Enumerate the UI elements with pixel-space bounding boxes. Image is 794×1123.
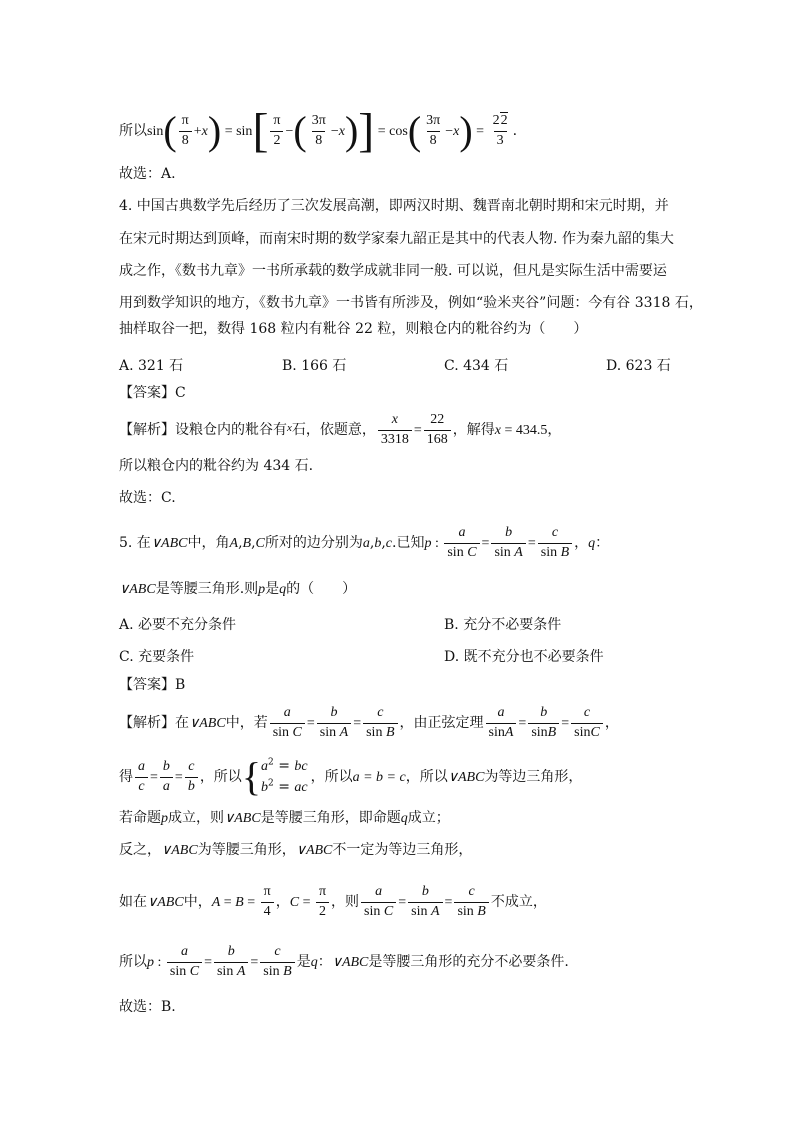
q4-explanation-line2: 所以粮仓内的粃谷约为 434 石. bbox=[119, 458, 314, 474]
text: ，解得 bbox=[452, 422, 495, 439]
text: ， bbox=[547, 422, 562, 439]
q4-option-b: B. 166 石 bbox=[282, 358, 347, 374]
text: 【解析】在 bbox=[119, 715, 189, 732]
q5-explanation-line3: 若命题p成立，则∨ABC是等腰三角形，即命题q成立； bbox=[119, 810, 450, 826]
q4-explanation-line1: 【解析】设粮仓内的粃谷有$^x$石，依题意， $\frac{x}{3318}$ = $\frac{22}{168}$ ，解得x = 434.5， bbox=[119, 412, 562, 447]
q5-line1: 5. 在∨ABC中，角A,B,C所对的边分别为a,b,c.已知p : $\frac{a}{\text{sin C}}$ = $\frac{b}{\text{sin A}}$ = $\frac{c}{\text{sin B}}$ ，q： bbox=[119, 525, 610, 560]
q5-choose: 故选：B. bbox=[119, 999, 176, 1015]
q5-option-a: A. 必要不充分条件 bbox=[119, 617, 237, 633]
q4-line3: 成之作，《数书九章》一书所承载的数学成就非同一般. 可以说，但凡是实际生活中需要运 bbox=[119, 263, 667, 279]
text: 反之， bbox=[119, 842, 161, 858]
q5-explanation-line6: 所以p : $\frac{a}{\text{sin C}}$ = $\frac{b}{\text{sin A}}$ = $\frac{c}{\text{sin B}}$ 是q：∨ABC是等腰三角形的充分不必要条件. bbox=[119, 944, 569, 979]
q5-answer: 【答案】B bbox=[119, 677, 186, 693]
text: .已知 bbox=[392, 535, 425, 552]
q4-option-c: C. 434 石 bbox=[444, 358, 509, 374]
text: 中，若 bbox=[225, 715, 268, 732]
text: ，所以 bbox=[405, 769, 448, 785]
text: ， bbox=[275, 894, 290, 911]
text: ，由正弦定理 bbox=[399, 715, 484, 732]
q5-explanation-line4: 反之，∨ABC为等腰三角形，∨ABC不一定为等边三角形， bbox=[119, 842, 473, 858]
q5-explanation-line1: 【解析】在∨ABC中，若 $\frac{a}{\text{sin C}}$ = $\frac{b}{\text{sin A}}$ = $\frac{c}{\text{sin B}}$ ，由正弦定理 $\frac{a}{\sin A}$ = $\frac{b}{\sin B}$ = $\frac{c}{\sin C}$ ， bbox=[119, 705, 619, 740]
text: 【解析】设粮仓内的粃谷有 bbox=[119, 422, 287, 439]
text: 是等腰三角形，即命题 bbox=[260, 810, 401, 826]
text: ： bbox=[317, 954, 332, 971]
text: 得 bbox=[119, 769, 133, 785]
text: 所对的边分别为 bbox=[264, 535, 363, 552]
q4-choose: 故选：C. bbox=[119, 490, 176, 506]
text: 所以 bbox=[119, 954, 147, 971]
text: 不一定为等边三角形， bbox=[332, 842, 473, 858]
q5-explanation-line2: 得 $\frac{a}{c}$ = $\frac{b}{a}$ = $\frac{c}{b}$ ，所以{ $a^2$ = bc $b^2$ = ac ，所以a = b = c，所以∨ABC为等边三角形， bbox=[119, 754, 583, 799]
q4-line4: 用到数学知识的地方，《数书九章》一书皆有所涉及，例如“验米夹谷”问题：今有谷 3318 石， bbox=[119, 295, 703, 311]
text: 若命题 bbox=[119, 810, 161, 826]
text: 如在 bbox=[119, 894, 147, 911]
text: ： bbox=[595, 535, 610, 552]
text: 是等腰三角形.则 bbox=[155, 581, 259, 597]
q5-option-c: C. 充要条件 bbox=[119, 649, 195, 665]
q4-line5: 抽样取谷一把，数得 168 粒内有粃谷 22 粒，则粮仓内的粃谷约为（ ） bbox=[119, 321, 588, 337]
text: ， bbox=[574, 535, 589, 552]
q4-option-a: A. 321 石 bbox=[119, 358, 184, 374]
text: 石，依题意， bbox=[291, 422, 376, 439]
text: 5. 在 bbox=[119, 535, 151, 552]
text: 不成立， bbox=[490, 894, 547, 911]
q5-line2: ∨ABC是等腰三角形.则p是q的（ ） bbox=[119, 581, 357, 597]
text: 是等腰三角形的充分不必要条件. bbox=[368, 954, 569, 971]
text: . bbox=[512, 123, 518, 139]
q5-option-b: B. 充分不必要条件 bbox=[444, 617, 562, 633]
text: 中， bbox=[183, 894, 212, 911]
text: ，所以 bbox=[310, 769, 353, 785]
text: 为等边三角形， bbox=[484, 769, 583, 785]
text: 是 bbox=[296, 954, 311, 971]
text: ，则 bbox=[331, 894, 360, 911]
text: 所以 bbox=[119, 123, 147, 139]
text: 为等腰三角形， bbox=[197, 842, 296, 858]
q4-option-d: D. 623 石 bbox=[606, 358, 671, 374]
text: 是 bbox=[265, 581, 280, 597]
text: ， bbox=[604, 715, 619, 732]
choose-a: 故选：A. bbox=[119, 166, 176, 182]
text: 成立； bbox=[407, 810, 450, 826]
q4-line2: 在宋元时期达到顶峰，而南宋时期的数学家秦九韶正是其中的代表人物. 作为秦九韶的集大 bbox=[119, 231, 674, 247]
q4-line1: 4. 中国古典数学先后经历了三次发展高潮，即两汉时期、魏晋南北朝时期和宋元时期，并 bbox=[119, 198, 669, 214]
text: 的（ ） bbox=[286, 581, 357, 597]
text: ，所以 bbox=[199, 769, 242, 785]
q4-answer: 【答案】C bbox=[119, 385, 186, 401]
text: 中，角 bbox=[187, 535, 230, 552]
formula-line-sin: 所以sin( $\frac{\pi}{8}$ +x) = sin[ $\frac{\pi}{2}$ −( $\frac{3\pi}{8}$ −x)] = cos( $\frac{3\pi}{8}$ −x) = $\frac{22}{3}$ . bbox=[119, 104, 518, 157]
text: 成立，则 bbox=[168, 810, 224, 826]
q5-explanation-line5: 如在∨ABC中，A = B = $\frac{\pi}{4}$ ，C = $\frac{\pi}{2}$ ，则 $\frac{a}{\text{sin C}}$ = $\frac{b}{\text{sin A}}$ = $\frac{c}{\text{sin B}}$ 不成立， bbox=[119, 884, 547, 919]
q5-option-d: D. 既不充分也不必要条件 bbox=[444, 649, 604, 665]
